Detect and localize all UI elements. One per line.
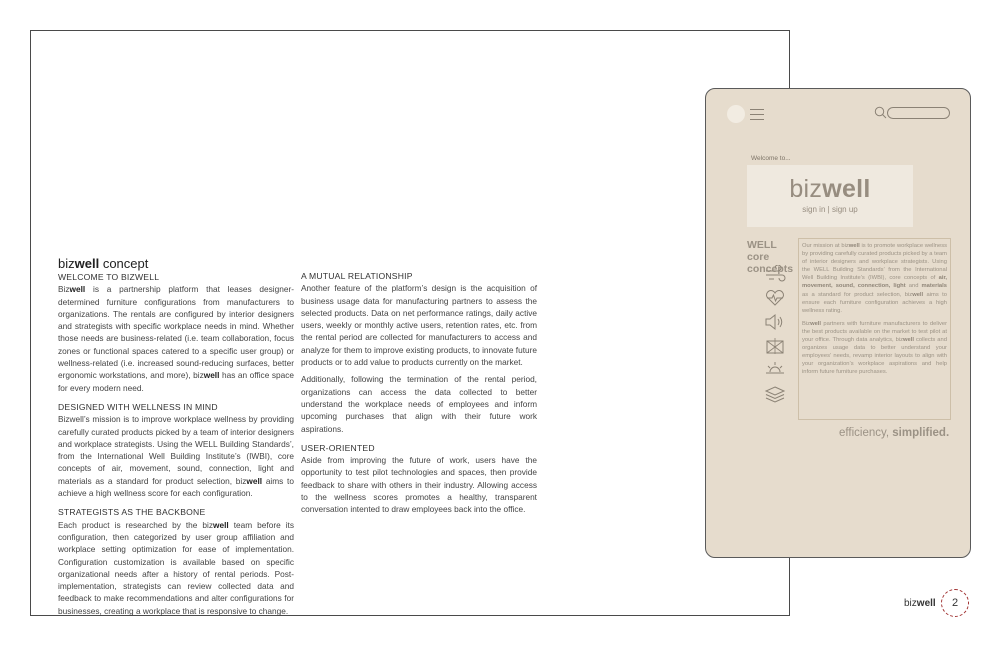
footer-brand: bizwell (904, 598, 936, 609)
section-text-wellness: Bizwell’s mission is to improve workplace wellness by providing carefully curated products picked by a team of interior designers and workplace strategists. Using the WELL Building Standards’, from the International Well Building Institute’s (IWBI), core concepts of air, movement, sound, connection, light and materials as a standard for product selection, bizwell aims to achieve a high wellness score for each configuration. (58, 414, 294, 499)
core-concepts-text (798, 238, 951, 420)
search-icon[interactable] (874, 106, 887, 119)
section-heading-strategists: STRATEGISTS AS THE BACKBONE (58, 507, 206, 518)
section-text-user: Aside from improving the future of work, users have the opportunity to test pilot technologies and spaces, then provide feedback to share with others in their industry. Allowing access to the wellness scores promotes a healthy, transparent conversation intented to draw employees back into the office. (301, 455, 537, 515)
logo-card (747, 165, 913, 227)
section-text-mutual-1: Another feature of the platform’s design is the acquisition of business usage data for manufacturing partners to assess the selected products. Data on net performance ratings, daily active users, weekly or monthly active users, retention rates, etc. from the rental period are collected for manufacturers to access and analyze for them to improve existing products, to innovate future products or to add value to products currently on the market. (301, 283, 537, 368)
left-column (58, 256, 294, 622)
right-column (301, 270, 537, 521)
core-paragraph-partners: Bizwell partners with furniture manufacturers to deliver the best products available on the market to test pilot at your office. Through data analytics, bizwell collects and organizes usage data to better understand your employees’ needs, revamp interior layouts to align with your organization’s workplace aspirations and help inform future furniture purchases. (802, 320, 947, 376)
page-number: 2 (941, 589, 969, 617)
sound-icon (764, 313, 786, 331)
connection-icon (764, 337, 786, 355)
section-heading-mutual: A MUTUAL RELATIONSHIP (301, 271, 413, 281)
section-heading-user: USER-ORIENTED (301, 442, 375, 453)
sign-up-link[interactable]: sign up (831, 205, 858, 214)
auth-divider: | (827, 205, 830, 214)
hamburger-menu-icon[interactable] (750, 109, 764, 120)
section-text-welcome: Bizwell is a partnership platform that leases designer-determined furniture configurations from manufacturers to organizations. The rentals are configured by interior designers and strategists with specific workplace needs in mind. Whether those needs are business-related (i.e. team collaboration, focus zones or functional spaces catered to a specific user group) or wellness-related (i.e. increased sound-reducing surfaces, better ergonomic workstations, and more), bizwell has an office space for every modern need. (58, 284, 294, 393)
section-heading-wellness: DESIGNED WITH WELLNESS IN MIND (58, 401, 218, 412)
section-text-strategists: Each product is researched by the bizwell team before its configuration, then categorized by user group affiliation and workplace setting optimization for ease of implementation. Configuration customization is available based on specific organizational needs after a history of rental periods. Post-implementation, strategists can review collected data and feedback to make recommendations and alter configurations for businesses, creating a workplace that is responsive to change. (58, 519, 295, 616)
avatar[interactable] (727, 105, 745, 123)
section-text-mutual-2: Additionally, following the termination of the rental period, organizations can access the data collected to better understand the workplace needs of employees and inform upcoming purchases that align with their future work aspirations. (301, 374, 537, 434)
search-input[interactable] (887, 107, 950, 119)
welcome-text: Welcome to... (751, 155, 791, 162)
materials-layers-icon (764, 385, 786, 403)
tagline: efficiency, simplified. (839, 427, 950, 439)
page-title: bizwell concept (58, 256, 149, 271)
air-icon (764, 265, 786, 283)
heart-rate-icon (764, 289, 786, 307)
section-heading-welcome: WELCOME TO BIZWELL (58, 272, 160, 282)
phone-mockup (705, 88, 971, 558)
core-concepts-title: WELL core concepts (747, 239, 794, 275)
app-logo: bizwell (789, 175, 871, 203)
light-icon (764, 361, 786, 379)
core-paragraph-mission: Our mission at bizwell is to promote workplace wellness by providing carefully curated products picked by a team of interior designers and workplace strategists. Using the WELL Building Standards’ from the International Well Building Institute’s (IWBI), core concepts of air, movement, sound, connection, light and materials as a standard for product selection, bizwell aims to ensure each furniture configuration achieves a high wellness rating. (802, 243, 948, 314)
sign-in-link[interactable]: sign in (802, 205, 826, 214)
auth-links (747, 205, 913, 214)
concept-icons (764, 265, 788, 409)
